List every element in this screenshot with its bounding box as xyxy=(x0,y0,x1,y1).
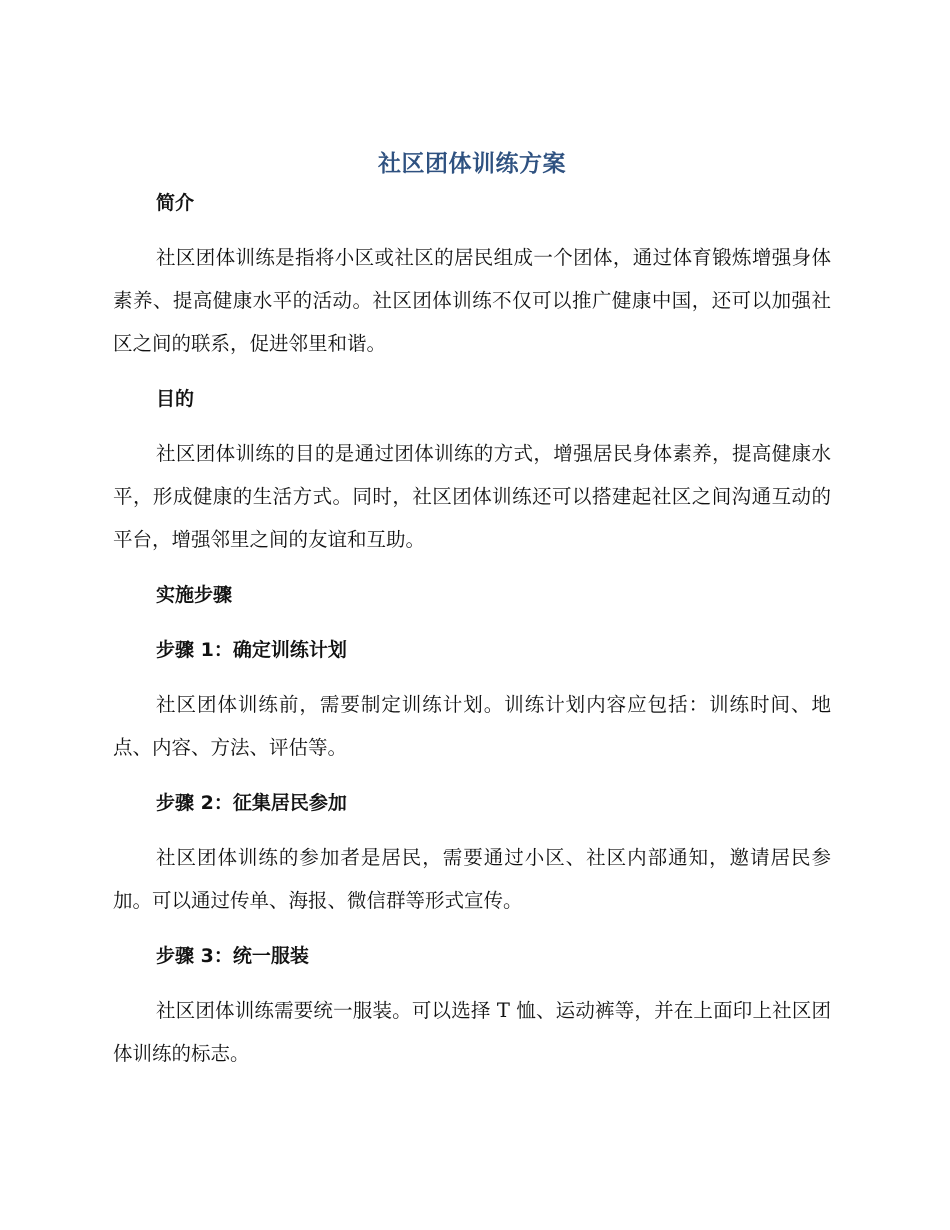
step-1-body: 社区团体训练前，需要制定训练计划。训练计划内容应包括：训练时间、地点、内容、方法、评估等。 xyxy=(113,693,831,759)
section-heading-intro: 简介 xyxy=(156,192,195,214)
spacer xyxy=(113,561,831,580)
section-body-purpose: 社区团体训练的目的是通过团体训练的方式，增强居民身体素养，提高健康水平，形成健康的生活方式。同时，社区团体训练还可以搭建起社区之间沟通互动的平台，增强邻里之间的友谊和互助。 xyxy=(113,442,831,551)
spacer xyxy=(113,610,831,635)
step-3-body: 社区团体训练需要统一服装。可以选择 T 恤、运动裤等，并在上面印上社区团体训练的标志。 xyxy=(113,999,831,1065)
document-title: 社区团体训练方案 xyxy=(378,151,566,177)
spacer xyxy=(113,365,831,384)
spacer xyxy=(113,769,831,788)
spacer xyxy=(113,818,831,836)
spacer xyxy=(113,922,831,941)
document-page xyxy=(113,146,831,1075)
spacer xyxy=(113,971,831,989)
spacer xyxy=(113,218,831,236)
step-1-heading: 步骤 1：确定训练计划 xyxy=(156,639,347,661)
spacer xyxy=(113,414,831,432)
step-2-body: 社区团体训练的参加者是居民，需要通过小区、社区内部通知，邀请居民参加。可以通过传单、海报、微信群等形式宣传。 xyxy=(113,846,831,912)
section-heading-purpose: 目的 xyxy=(156,388,195,410)
section-heading-steps: 实施步骤 xyxy=(156,584,233,606)
step-2-heading: 步骤 2：征集居民参加 xyxy=(156,792,347,814)
section-body-intro: 社区团体训练是指将小区或社区的居民组成一个团体，通过体育锻炼增强身体素养、提高健康水平的活动。社区团体训练不仅可以推广健康中国，还可以加强社区之间的联系，促进邻里和谐。 xyxy=(113,246,831,355)
spacer xyxy=(113,665,831,683)
step-3-heading: 步骤 3：统一服装 xyxy=(156,945,309,967)
